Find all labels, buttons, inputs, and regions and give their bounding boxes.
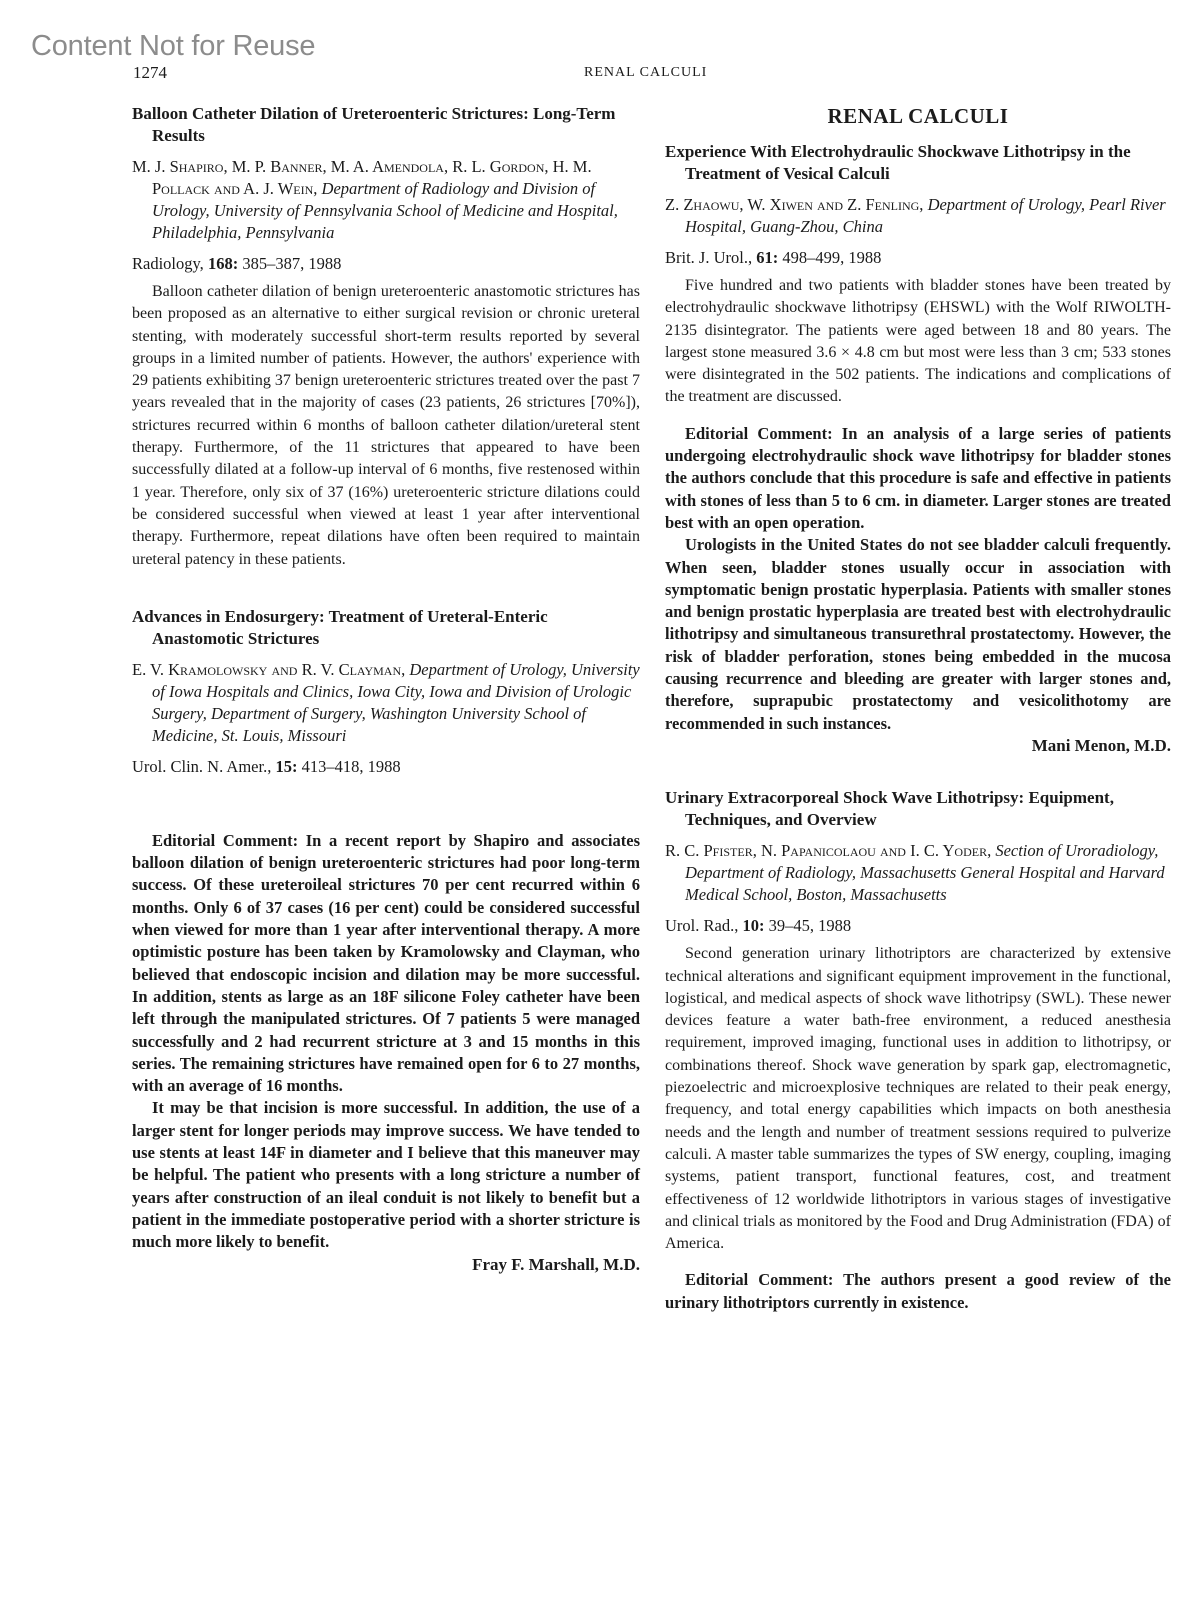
- article-urinary-eswl: [665, 787, 1171, 1255]
- article-authors: [132, 659, 640, 747]
- author-affiliation: Section of Uroradiology, Department of Radiology, Massachusetts General Hospital and Harvard Medical School, Boston, Massachusetts: [685, 841, 1165, 905]
- journal-volume: 168:: [207, 254, 239, 273]
- article-citation: [665, 915, 1171, 937]
- article-authors: [665, 194, 1171, 238]
- article-citation: [132, 253, 640, 275]
- comment-text: In a recent report by Shapiro and associates balloon dilation of benign ureteroenteric strictures had poor long-term success. Of these ureteroileal strictures 70 per cent recurred within 6 months. Only 6 of 37 cases (16 per cent) could be considered successful when viewed for more than 1 year after interventional therapy. A more optimistic posture has been taken by Kramolowsky and Clayman, who believed that endoscopic incision and dilation may be more successful. In addition, stents as large as an 18F silicone Foley catheter have been left through the manipulated strictures. Of 7 patients 5 were managed successfully and 2 had recurrent stricture at 3 and 15 months in this series. The remaining strictures have remained open for 6 to 27 months, with an average of 16 months.: [132, 830, 640, 1096]
- comment-label: Editorial Comment:: [685, 423, 833, 443]
- author-names: Z. Zhaowu, W. Xiwen and Z. Fenling,: [665, 195, 924, 214]
- article-citation: [132, 756, 640, 778]
- comment-paragraph: [132, 830, 640, 1098]
- comment-signature: Mani Menon, M.D.: [1031, 735, 1171, 755]
- author-names: M. J. Shapiro, M. P. Banner, M. A. Amendola, R. L. Gordon, H. M. Pollack and A. J. Wein,: [132, 157, 592, 198]
- article-title: Balloon Catheter Dilation of Ureteroenteric Strictures: Long-Term Results: [132, 104, 616, 145]
- watermark: Content Not for Reuse: [31, 30, 316, 62]
- comment-paragraph: [665, 423, 1171, 534]
- left-column: [132, 103, 640, 1276]
- right-column: [665, 103, 1171, 1314]
- journal-volume: 61:: [756, 248, 779, 267]
- article-balloon-catheter: [132, 103, 640, 571]
- author-affiliation: Department of Urology, University of Iowa Hospitals and Clinics, Iowa City, Iowa and Division of Urologic Surgery, Department of Surgery, Washington University School of Medicine, St. Louis, Missouri: [152, 659, 640, 745]
- journal-name: Urol. Rad.,: [665, 916, 739, 936]
- section-heading: RENAL CALCULI: [827, 104, 1009, 128]
- article-authors: [132, 156, 640, 244]
- article-citation: [665, 247, 1171, 269]
- page-number: 1274: [133, 63, 167, 82]
- article-abstract: Balloon catheter dilation of benign ureteroenteric anastomotic strictures has been proposed as an alternative to either surgical revision or chronic ureteral stenting, with moderately successful short-term results reported by several groups in a limited number of patients. However, the authors' experience with 29 patients exhibiting 37 benign ureteroenteric strictures treated over the past 7 years revealed that in the majority of cases (23 patients, 26 strictures [70%]), strictures recurred within 6 months of balloon catheter dilation/ureteral stent therapy. Furthermore, of the 11 strictures that appeared to have been successfully dilated at a follow-up interval of 6 months, five restenosed within 1 year. Therefore, only six of 37 (16%) ureteroenteric stricture dilations could be considered successful when viewed at least 1 year after interventional therapy. Furthermore, repeat dilations have often been required to maintain ureteral patency in these patients.: [132, 283, 640, 568]
- editorial-comment: [665, 1269, 1171, 1314]
- journal-pages: 498–499, 1988: [782, 248, 882, 267]
- editorial-comment: [665, 423, 1171, 757]
- comment-label: Editorial Comment:: [152, 830, 299, 850]
- comment-label: Editorial Comment:: [685, 1270, 834, 1290]
- author-names: R. C. Pfister, N. Papanicolaou and I. C. Yoder,: [665, 841, 992, 861]
- journal-volume: 15:: [275, 756, 298, 776]
- journal-pages: 39–45, 1988: [768, 916, 852, 936]
- comment-text: The authors present a good review of the urinary lithotriptors currently in existence.: [665, 1270, 1171, 1312]
- running-head: RENAL CALCULI: [584, 65, 708, 80]
- comment-paragraph: It may be that incision is more successful. In addition, the use of a larger stent for longer periods may improve success. We have tended to use stents at least 14F in diameter and I believe that this maneuver may be helpful. The patient who presents with a long stricture a number of years after construction of an ileal conduit is not likely to benefit but a patient in the immediate postoperative period with a shorter stricture is much more likely to benefit.: [132, 1098, 640, 1252]
- article-abstract: Five hundred and two patients with bladder stones have been treated by electrohydraulic shockwave lithotripsy (EHSWL) with the Wolf RIWOLTH-2135 disintegrator. The patients were aged between 18 and 80 years. The largest stone measured 3.6 × 4.8 cm but most were less than 3 cm; 533 stones were disintegrated in the 502 patients. The indications and complications of the treatment are discussed.: [665, 277, 1171, 406]
- author-affiliation: Department of Radiology and Division of Urology, University of Pennsylvania School of Medicine and Hospital, Philadelphia, Pennsylvania: [152, 179, 618, 242]
- comment-signature: Fray F. Marshall, M.D.: [472, 1254, 640, 1274]
- article-abstract: Second generation urinary lithotriptors are characterized by extensive technical alterations and significant equipment improvement in the functional, logistical, and medical aspects of shock wave lithotripsy (SWL). These newer devices feature a water bath-free environment, a reduced anesthesia requirement, improved imaging, functional uses in addition to lithotripsy, or combinations thereof. Shock wave generation by spark gap, electromagnetic, piezoelectric and microexplosive techniques are related to their peak energy, frequency, and total energy capabilities which impacts on both anesthesia needs and the length and number of treatment sessions required to pulverize calculi. A master table summarizes the types of SW energy, coupling, imaging systems, patient transport, functional features, cost, and treatment effectiveness of 12 worldwide lithotriptors in various stages of investigative and clinical trials as monitored by the Food and Drug Administration (FDA) of America.: [665, 945, 1171, 1253]
- journal-name: Brit. J. Urol.,: [665, 248, 753, 267]
- author-affiliation: Department of Urology, Pearl River Hospital, Guang-Zhou, China: [685, 195, 1166, 236]
- comment-paragraph: Urologists in the United States do not see bladder calculi frequently. When seen, bladder stones usually occur in association with symptomatic benign prostatic hyperplasia. Patients with smaller stones and benign prostatic hyperplasia are treated best with electrohydraulic lithotripsy and simultaneous transurethral prostatectomy. However, the risk of bladder perforation, stones being embedded in the mucosa causing recurrence and bleeding are greater with larger stones and, therefore, suprapubic prostatectomy and vesicolithotomy are recommended in such instances.: [665, 535, 1171, 733]
- editorial-comment: [132, 830, 640, 1276]
- article-authors: [665, 840, 1171, 906]
- article-electrohydraulic-lithotripsy: [665, 141, 1171, 409]
- journal-name: Radiology,: [132, 254, 204, 273]
- article-title: Advances in Endosurgery: Treatment of Ureteral-Enteric Anastomotic Strictures: [132, 606, 548, 648]
- comment-paragraph: [665, 1269, 1171, 1314]
- journal-pages: 413–418, 1988: [301, 756, 401, 776]
- article-title: Experience With Electrohydraulic Shockwave Lithotripsy in the Treatment of Vesical Calculi: [665, 142, 1131, 183]
- journal-name: Urol. Clin. N. Amer.,: [132, 756, 272, 776]
- journal-pages: 385–387, 1988: [242, 254, 342, 273]
- article-title: Urinary Extracorporeal Shock Wave Lithotripsy: Equipment, Techniques, and Overview: [665, 788, 1114, 830]
- comment-text: In an analysis of a large series of patients undergoing electrohydraulic shock wave lithotripsy for bladder stones the authors conclude that this procedure is safe and effective in patients with stones of less than 5 to 6 cm. in diameter. Larger stones are treated best with an open operation.: [665, 423, 1172, 532]
- article-advances-endosurgery: [132, 606, 640, 778]
- author-names: E. V. Kramolowsky and R. V. Clayman,: [132, 659, 406, 679]
- journal-volume: 10:: [742, 916, 765, 936]
